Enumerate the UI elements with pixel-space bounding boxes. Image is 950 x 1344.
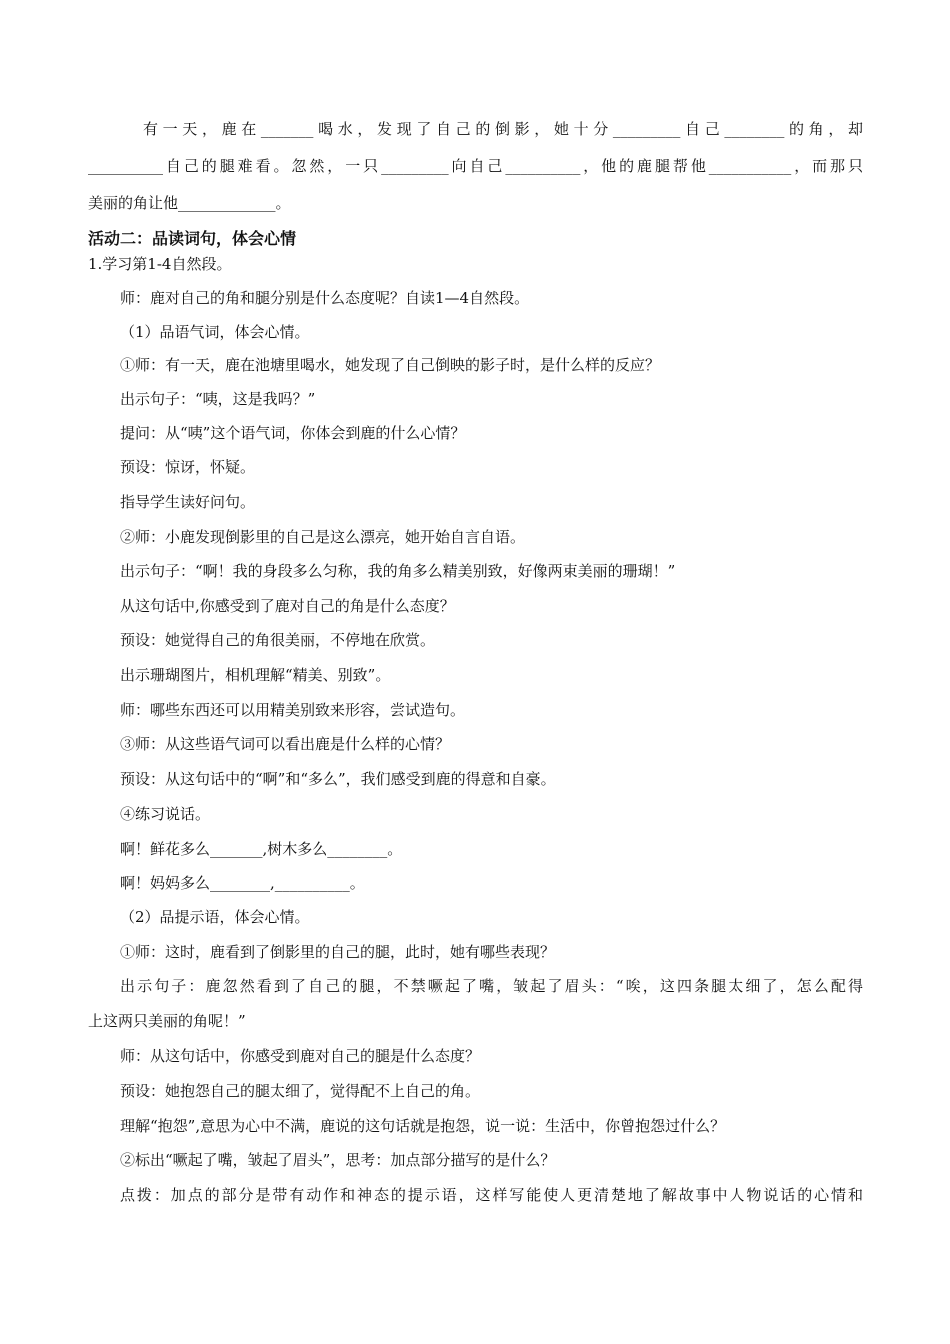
text-line: 预设：惊讶，怀疑。 bbox=[120, 458, 256, 476]
text-line: 师：鹿对自己的角和腿分别是什么态度呢？自读1—4自然段。 bbox=[120, 289, 530, 307]
text-line: 理解“抱怨”,意思为心中不满，鹿说的这句话就是抱怨，说一说：生活中，你曾抱怨过什么？ bbox=[120, 1117, 726, 1135]
text-line: ①师：有一天，鹿在池塘里喝水，她发现了自己倒映的影子时，是什么样的反应？ bbox=[120, 356, 661, 374]
text-line: 从这句话中,你感受到了鹿对自己的角是什么态度？ bbox=[120, 597, 455, 615]
text-line: 啊！妈妈多么________,__________。 bbox=[120, 874, 365, 892]
text-line: ②师：小鹿发现倒影里的自己是这么漂亮，她开始自言自语。 bbox=[120, 528, 526, 546]
text-line: 出示珊瑚图片，相机理解“精美、别致”。 bbox=[120, 666, 391, 684]
intro-line: __________自己的腿难看。忽然，一只_________向自己__________，他的鹿腿帮他___________，而那只 bbox=[88, 157, 863, 175]
intro-line: 有一天，鹿在_______喝水，发现了自己的倒影，她十分_________自己________的角，却 bbox=[143, 120, 863, 138]
section-heading: 活动二：品读词句，体会心情 bbox=[88, 229, 297, 248]
text-line: 出示句子：“咦，这是我吗？” bbox=[120, 390, 316, 408]
text-line: ②标出“噘起了嘴，皱起了眉头”，思考：加点部分描写的是什么？ bbox=[120, 1151, 556, 1169]
text-line: ③师：从这些语气词可以看出鹿是什么样的心情？ bbox=[120, 735, 451, 753]
text-line: 师：从这句话中，你感受到鹿对自己的腿是什么态度？ bbox=[120, 1047, 481, 1065]
text-line: 指导学生读好问句。 bbox=[120, 493, 256, 511]
text-line: 上这两只美丽的角呢！” bbox=[88, 1012, 246, 1030]
text-line: 预设：她觉得自己的角很美丽，不停地在欣赏。 bbox=[120, 631, 436, 649]
text-line: （1）品语气词，体会心情。 bbox=[120, 323, 310, 341]
text-line: 提问：从“咦”这个语气词，你体会到鹿的什么心情？ bbox=[120, 424, 466, 442]
text-line: ④练习说话。 bbox=[120, 805, 211, 823]
text-line: 啊！鲜花多么_______,树木多么________。 bbox=[120, 840, 403, 858]
intro-line: 美丽的角让他_____________。 bbox=[88, 194, 291, 212]
text-line: 出示句子：鹿忽然看到了自己的腿，不禁噘起了嘴，皱起了眉头：“唉，这四条腿太细了，怎么配得 bbox=[120, 977, 863, 995]
subsection-title: 1.学习第1-4自然段。 bbox=[88, 255, 232, 273]
text-line: 点拨：加点的部分是带有动作和神态的提示语，这样写能使人更清楚地了解故事中人物说话的心情和 bbox=[120, 1186, 863, 1204]
text-line: ①师：这时，鹿看到了倒影里的自己的腿，此时，她有哪些表现？ bbox=[120, 943, 556, 961]
text-line: 预设：从这句话中的“啊”和“多么”，我们感受到鹿的得意和自豪。 bbox=[120, 770, 556, 788]
text-line: 师：哪些东西还可以用精美别致来形容，尝试造句。 bbox=[120, 701, 466, 719]
text-line: 预设：她抱怨自己的腿太细了，觉得配不上自己的角。 bbox=[120, 1082, 481, 1100]
text-line: 出示句子：“啊！我的身段多么匀称，我的角多么精美别致，好像两束美丽的珊瑚！” bbox=[120, 562, 676, 580]
text-line: （2）品提示语，体会心情。 bbox=[120, 908, 310, 926]
